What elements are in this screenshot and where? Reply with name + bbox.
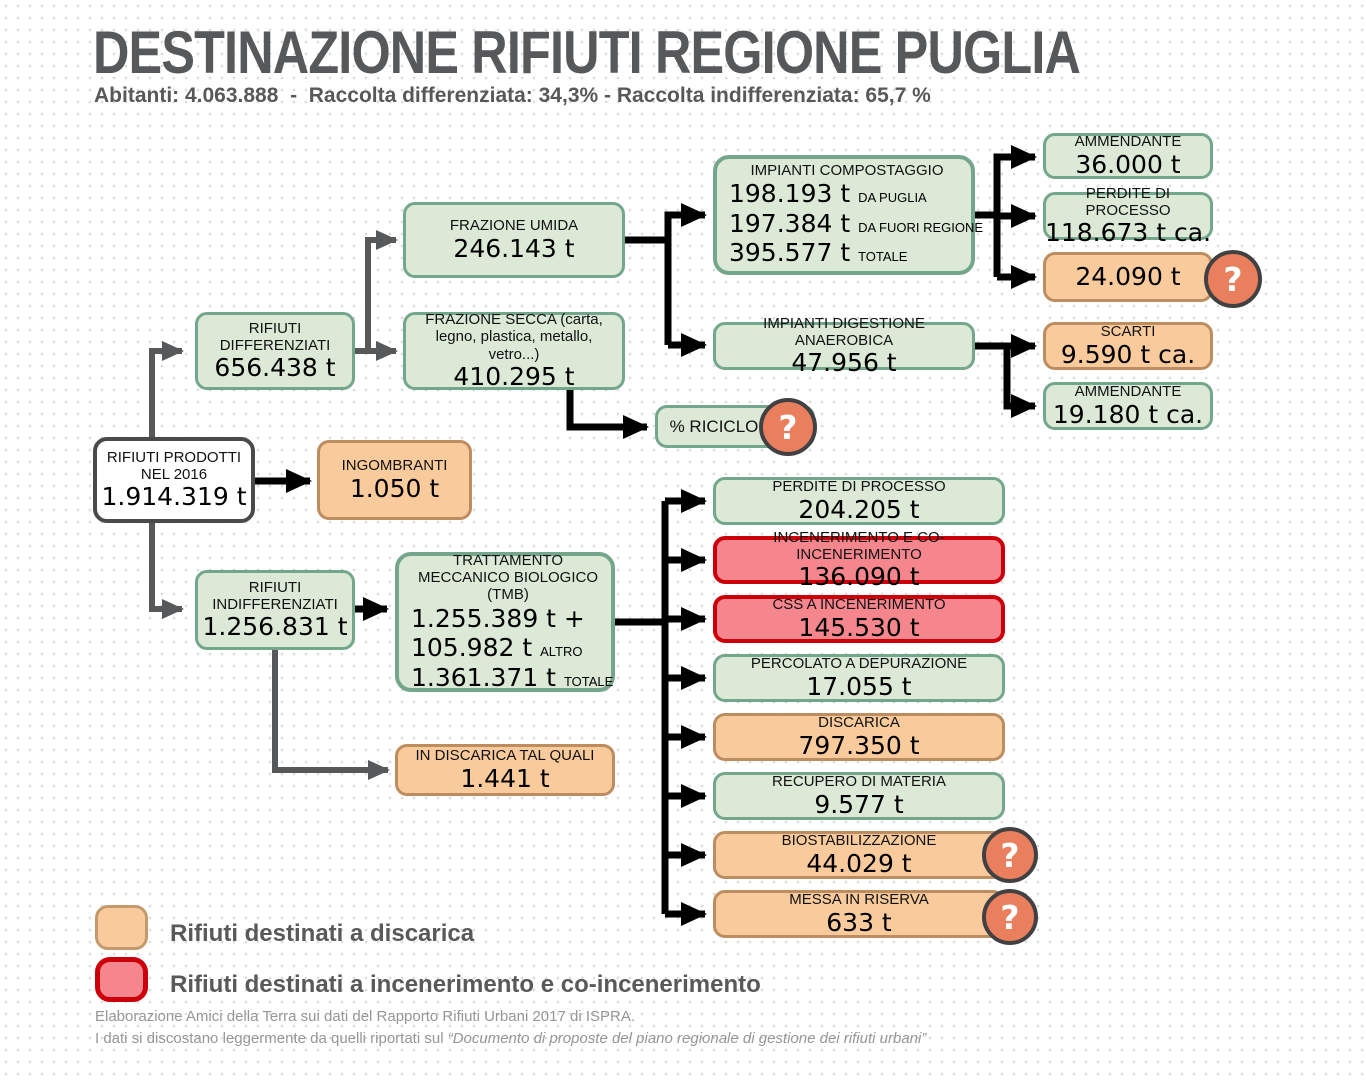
question-icon: ? xyxy=(1000,835,1020,875)
box-label: IMPIANTI COMPOSTAGGIO xyxy=(750,162,944,180)
question-icon: ? xyxy=(1223,259,1243,299)
box-value: 410.295 t xyxy=(453,361,575,391)
box-value: 19.180 t ca. xyxy=(1052,399,1204,429)
box-in-discarica-tal-quali xyxy=(395,744,615,796)
box-label: FRAZIONE SECCA (carta, legno, plastica, metallo, vetro...) xyxy=(425,311,603,363)
box-label: RIFIUTI PRODOTTI NEL 2016 xyxy=(106,448,242,483)
box-value: 118.673 t ca. xyxy=(1044,218,1212,248)
box-value: 136.090 t xyxy=(798,562,920,592)
box-rifiuti-prodotti xyxy=(93,437,255,523)
box-value: 797.350 t xyxy=(798,730,920,760)
box-compost-a-discarica xyxy=(1043,252,1213,302)
compostaggio-row-fuori-regione: 197.384 t DA FUORI REGIONE xyxy=(729,208,984,238)
box-label: PERCOLATO A DEPURAZIONE xyxy=(750,655,968,673)
box-value: 9.590 t ca. xyxy=(1060,339,1196,369)
box-value: 1.914.319 t xyxy=(101,482,247,512)
compostaggio-row-puglia: 198.193 t DA PUGLIA xyxy=(729,179,927,209)
box-value: 36.000 t xyxy=(1075,149,1181,179)
tmb-row-altro: 105.982 t ALTRO xyxy=(411,633,583,663)
box-label: AMMENDANTE xyxy=(1074,133,1182,151)
box-value: 1.256.831 t xyxy=(202,612,348,642)
box-value: 44.029 t xyxy=(806,848,912,878)
question-badge-messa-riserva xyxy=(982,889,1038,945)
page-title: DESTINAZIONE RIFIUTI REGIONE PUGLIA xyxy=(93,19,1081,86)
footer-note xyxy=(95,1006,926,1050)
box-tmb xyxy=(395,552,615,692)
tmb-row-totale: 1.361.371 t TOTALE xyxy=(411,662,614,692)
question-badge-biostabilizzazione xyxy=(982,827,1038,883)
box-rifiuti-differenziati xyxy=(195,312,355,390)
box-label: FRAZIONE UMIDA xyxy=(449,217,579,235)
question-badge-compost-discarica xyxy=(1204,250,1262,308)
box-label: DISCARICA xyxy=(818,714,900,732)
box-label: IN DISCARICA TAL QUALI xyxy=(415,747,595,765)
box-value: 1.050 t xyxy=(349,473,440,503)
box-percolato xyxy=(713,654,1005,702)
box-value: 633 t xyxy=(826,907,892,937)
box-frazione-umida xyxy=(403,202,625,278)
box-label: CSS A INCENERIMENTO xyxy=(772,596,946,614)
box-biostabilizzazione xyxy=(713,831,1005,879)
box-value: 24.090 t xyxy=(1075,262,1181,291)
box-recupero-materia xyxy=(713,772,1005,820)
box-value: 47.956 t xyxy=(791,348,897,378)
box-value: 246.143 t xyxy=(453,233,575,263)
box-label: INCENERIMENTO E CO-INCENERIMENTO xyxy=(773,528,945,563)
box-value: 656.438 t xyxy=(214,353,336,383)
box-label: RECUPERO DI MATERIA xyxy=(772,773,946,791)
box-scarti xyxy=(1043,322,1213,370)
box-label: BIOSTABILIZZAZIONE xyxy=(781,832,937,850)
box-rifiuti-indifferenziati xyxy=(195,570,355,650)
footer-line-2: I dati si discostano leggermente da quelli riportati sul “Documento di proposte del piano regionale di gestione dei rifiuti urbani” xyxy=(95,1029,927,1047)
box-value: 1.441 t xyxy=(460,763,550,793)
box-label: SCARTI xyxy=(1100,323,1156,341)
question-badge-riciclo xyxy=(759,398,817,456)
box-value: 204.205 t xyxy=(798,494,920,524)
box-digestione-anaerobica xyxy=(713,314,975,378)
legend-swatch-discarica xyxy=(95,905,148,950)
legend-label-incenerimento: Rifiuti destinati a incenerimento e co-incenerimento xyxy=(170,971,761,998)
question-icon: ? xyxy=(778,407,798,447)
box-perdite-processo-tmb xyxy=(713,477,1005,525)
footer-line-1: Elaborazione Amici della Terra sui dati del Rapporto Rifiuti Urbani 2017 di ISPRA. xyxy=(95,1008,636,1025)
box-incenerimento xyxy=(713,528,1005,592)
box-label: INGOMBRANTI xyxy=(341,457,448,475)
tmb-row-principale: 1.255.389 t + xyxy=(411,603,585,633)
box-ammendante-compost xyxy=(1043,133,1213,179)
box-label: TRATTAMENTO MECCANICO BIOLOGICO (TMB) xyxy=(417,551,599,604)
box-label: RIFIUTI DIFFERENZIATI xyxy=(219,319,331,354)
box-label: RIFIUTI INDIFFERENZIATI xyxy=(212,578,338,613)
box-css-incenerimento xyxy=(713,595,1005,643)
box-value: 145.530 t xyxy=(798,612,920,642)
box-label: PERDITE DI PROCESSO xyxy=(772,478,946,496)
box-value: 17.055 t xyxy=(806,671,912,701)
box-label: MESSA IN RISERVA xyxy=(789,891,929,909)
compostaggio-row-totale: 395.577 t TOTALE xyxy=(729,238,908,268)
legend-label-discarica: Rifiuti destinati a discarica xyxy=(170,920,475,947)
page-subtitle: Abitanti: 4.063.888 - Raccolta differenziata: 34,3% - Raccolta indifferenziata: 65,7 % xyxy=(94,84,931,107)
box-perdite-processo-compost xyxy=(1043,184,1213,248)
box-ingombranti xyxy=(317,440,472,520)
box-label: IMPIANTI DIGESTIONE ANAEROBICA xyxy=(763,314,925,349)
box-label: AMMENDANTE xyxy=(1074,383,1182,401)
box-ammendante-digestione xyxy=(1043,382,1213,430)
box-frazione-secca xyxy=(403,312,625,390)
box-label: PERDITE DI PROCESSO xyxy=(1085,184,1171,219)
box-value: 9.577 t xyxy=(814,789,904,819)
box-label: % RICICLO xyxy=(669,416,759,436)
legend-swatch-incenerimento xyxy=(95,957,148,1002)
question-icon: ? xyxy=(1000,897,1020,937)
box-messa-in-riserva xyxy=(713,890,1005,938)
box-discarica xyxy=(713,713,1005,761)
box-impianti-compostaggio xyxy=(713,155,984,275)
